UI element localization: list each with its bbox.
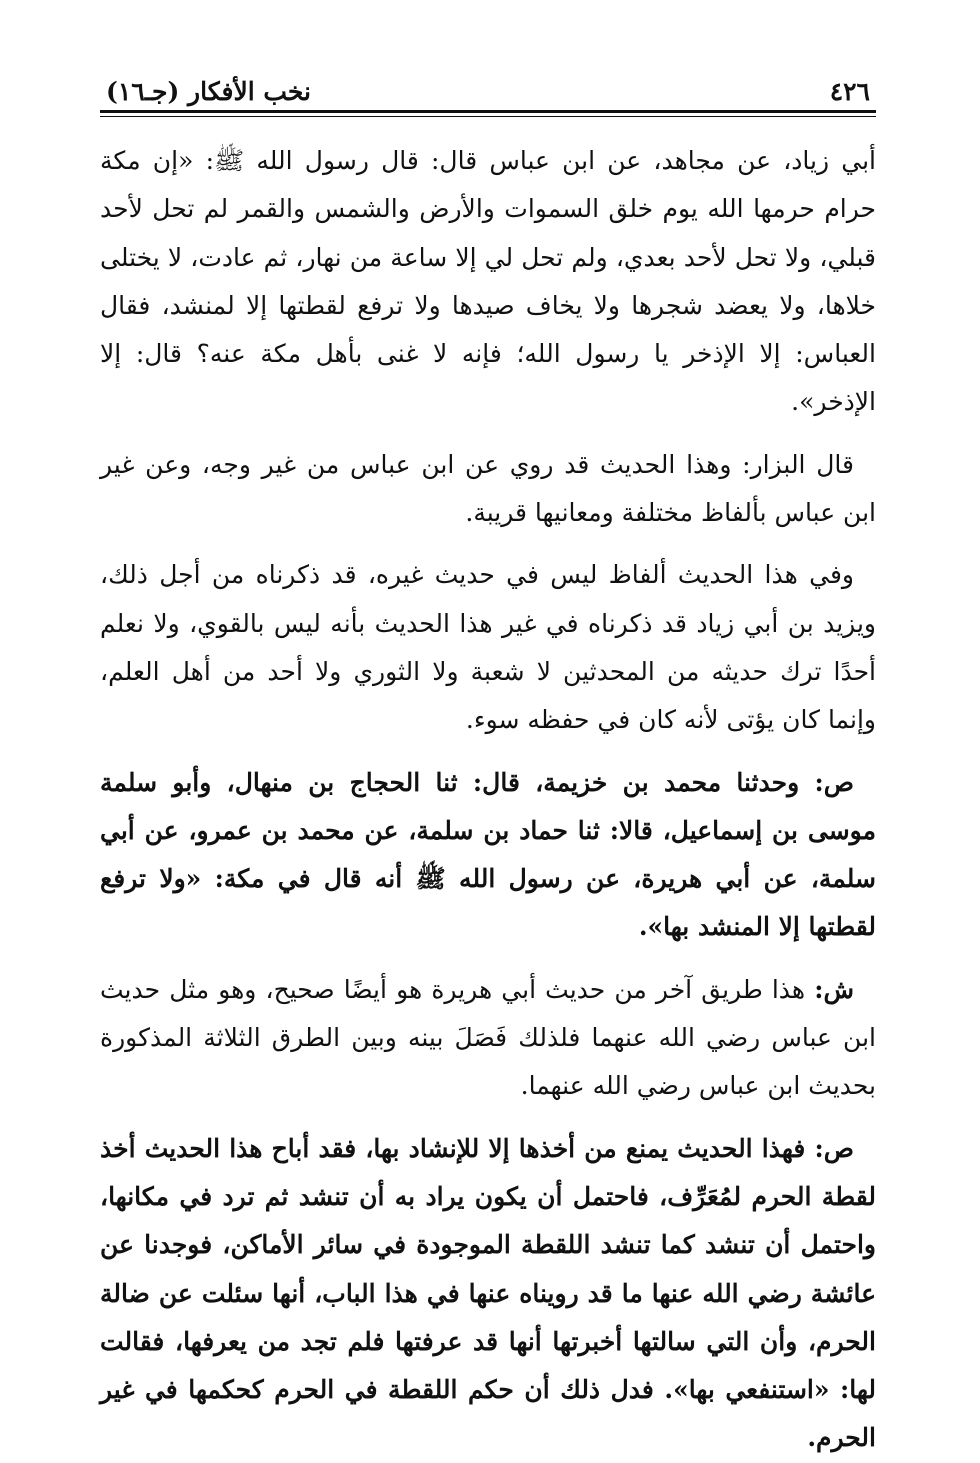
paragraph-text: وحدثنا محمد بن خزيمة، قال: ثنا الحجاج بن منهال، وأبو سلمة موسى بن إسماعيل، قالا: ثنا حماد بن سلمة، عن محمد بن عمرو، عن أبي سلمة، عن أبي هريرة، عن رسول الله ﷺ أنه قال في مكة: «ولا ترفع لقطتها إلا المنشد بها».	[100, 767, 876, 942]
book-page	[100, 62, 876, 1463]
paragraph-sad-chain	[100, 759, 876, 952]
header-rule-thick	[100, 110, 876, 113]
paragraph-text: أبي زياد، عن مجاهد، عن ابن عباس قال: قال رسول الله ﷺ: «إن مكة حرام حرمها الله يوم خلق السموات والأرض والشمس والقمر لم تحل لأحد قبلي، ولا تحل لأحد بعدي، ولم تحل لي إلا ساعة من نهار، ثم عادت، لا يختلى خلاها، ولا يعضد شجرها ولا يخاف صيدها ولا ترفع لقطتها إلا لمنشد، فقال العباس: إلا الإذخر يا رسول الله؛ فإنه لا غنى بأهل مكة عنه؟ قال: إلا الإذخر».	[100, 146, 876, 417]
paragraph-text: فهذا الحديث يمنع من أخذها إلا للإنشاد بها، فقد أباح هذا الحديث أخذ لقطة الحرم لمُعَرِّف، فاحتمل أن يكون يراد به أن تنشد ثم ترد في مكانها، واحتمل أن تنشد كما تنشد اللقطة الموجودة في سائر الأماكن، فوجدنا عن عائشة رضي الله عنها ما قد رويناه عنها في هذا الباب، أنها سئلت عن ضالة الحرم، وأن التي سالتها أخبرتها أنها قد عرفتها فلم تجد من يعرفها، فقالت لها: «استنفعي بها». فدل ذلك أن حكم اللقطة في الحرم كحكمها في غير الحرم.	[100, 1133, 876, 1453]
paragraph-bazzar-note	[100, 441, 876, 538]
running-header	[100, 62, 876, 104]
paragraph-text: وفي هذا الحديث ألفاظ ليس في حديث غيره، قد ذكرناه من أجل ذلك، ويزيد بن أبي زياد قد ذكرناه في غير هذا الحديث بأنه ليس بالقوي، ولا نعلم أحدًا ترك حديثه من المحدثين لا شعبة ولا الثوري ولا أحد من أهل العلم، وإنما كان يؤتى لأنه كان في حفظه سوء.	[100, 560, 876, 735]
paragraph-sad-ruling	[100, 1125, 876, 1463]
page-body	[100, 137, 876, 1463]
paragraph-commentary	[100, 551, 876, 744]
section-label: ص:	[814, 767, 854, 797]
header-rule-thin	[100, 116, 876, 117]
paragraph-text: هذا طريق آخر من حديث أبي هريرة هو أيضًا صحيح، وهو مثل حديث ابن عباس رضي الله عنهما فلذلك فَصَلَ بينه وبين الطرق الثلاثة المذكورة بحديث ابن عباس رضي الله عنهما.	[100, 974, 876, 1101]
page-number: ٤٢٦	[829, 77, 870, 106]
paragraph-hadith-continuation	[100, 137, 876, 427]
paragraph-shin-explanation	[100, 966, 876, 1111]
book-title: نخب الأفكار (جـ١٦)	[106, 77, 312, 106]
section-label: ص:	[814, 1133, 854, 1163]
section-label: ش:	[814, 974, 855, 1004]
paragraph-text: قال البزار: وهذا الحديث قد روي عن ابن عباس من غير وجه، وعن غير ابن عباس بألفاظ مختلفة ومعانيها قريبة.	[100, 449, 876, 528]
